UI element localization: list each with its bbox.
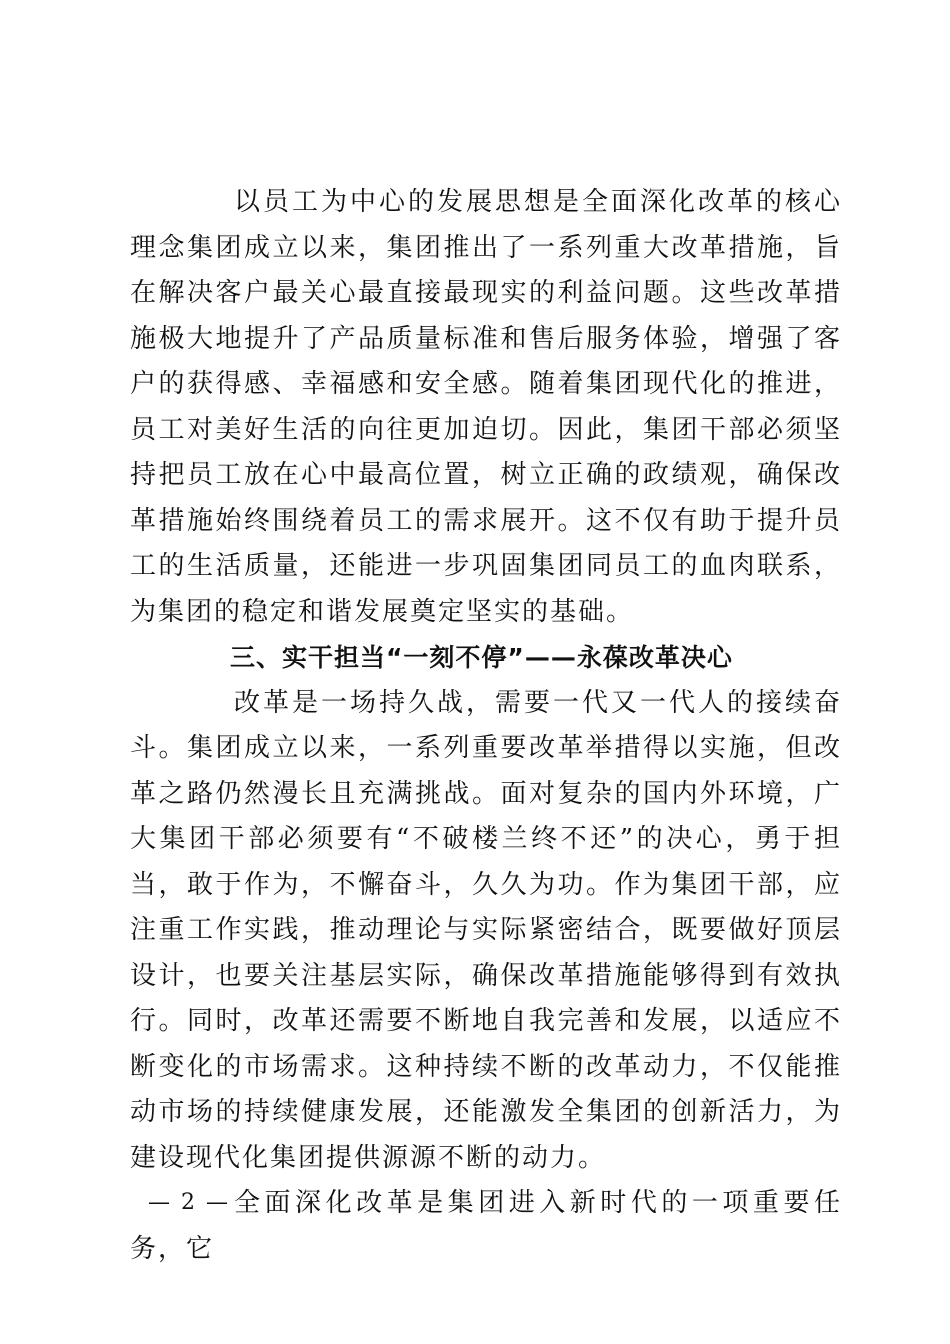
page-number: — 2 —: [148, 1190, 230, 1215]
paragraph-1: 以员工为中心的发展思想是全面深化改革的核心理念集团成立以来，集团推出了一系列重大改革措施，旨在解决客户最关心最直接最现实的利益问题。这些改革措施极大地提升了产品质量标准和售后服务体验，增强了客户的获得感、幸福感和安全感。随着集团现代化的推进，员工对美好生活的向往更加迫切。因此，集团干部必须坚持把员工放在心中最高位置，树立正确的政绩观，确保改革措施始终围绕着员工的需求展开。这不仅有助于提升员工的生活质量，还能进一步巩固集团同员工的血肉联系，为集团的稳定和谐发展奠定坚实的基础。: [130, 187, 842, 627]
document-body: [130, 180, 842, 1272]
section-heading: 三、实干担当“一刻不停”——永葆改革决心: [230, 643, 733, 672]
paragraph-2: 改革是一场持久战，需要一代又一代人的接续奋斗。集团成立以来，一系列重要改革举措得以实施，但改革之路仍然漫长且充满挑战。面对复杂的国内外环境，广大集团干部必须要有“不破楼兰终不还”的决心，勇于担当，敢于作为，不懈奋斗，久久为功。作为集团干部，应注重工作实践，推动理论与实际紧密结合，既要做好顶层设计，也要关注基层实际，确保改革措施能够得到有效执行。同时，改革还需要不断地自我完善和发展，以适应不断变化的市场需求。这种持续不断的改革动力，不仅能推动市场的持续健康发展，还能激发全集团的创新活力，为建设现代化集团提供源源不断的动力。: [130, 687, 842, 1173]
paragraph-3: 全面深化改革是集团进入新时代的一项重要任务，它: [130, 1188, 842, 1264]
